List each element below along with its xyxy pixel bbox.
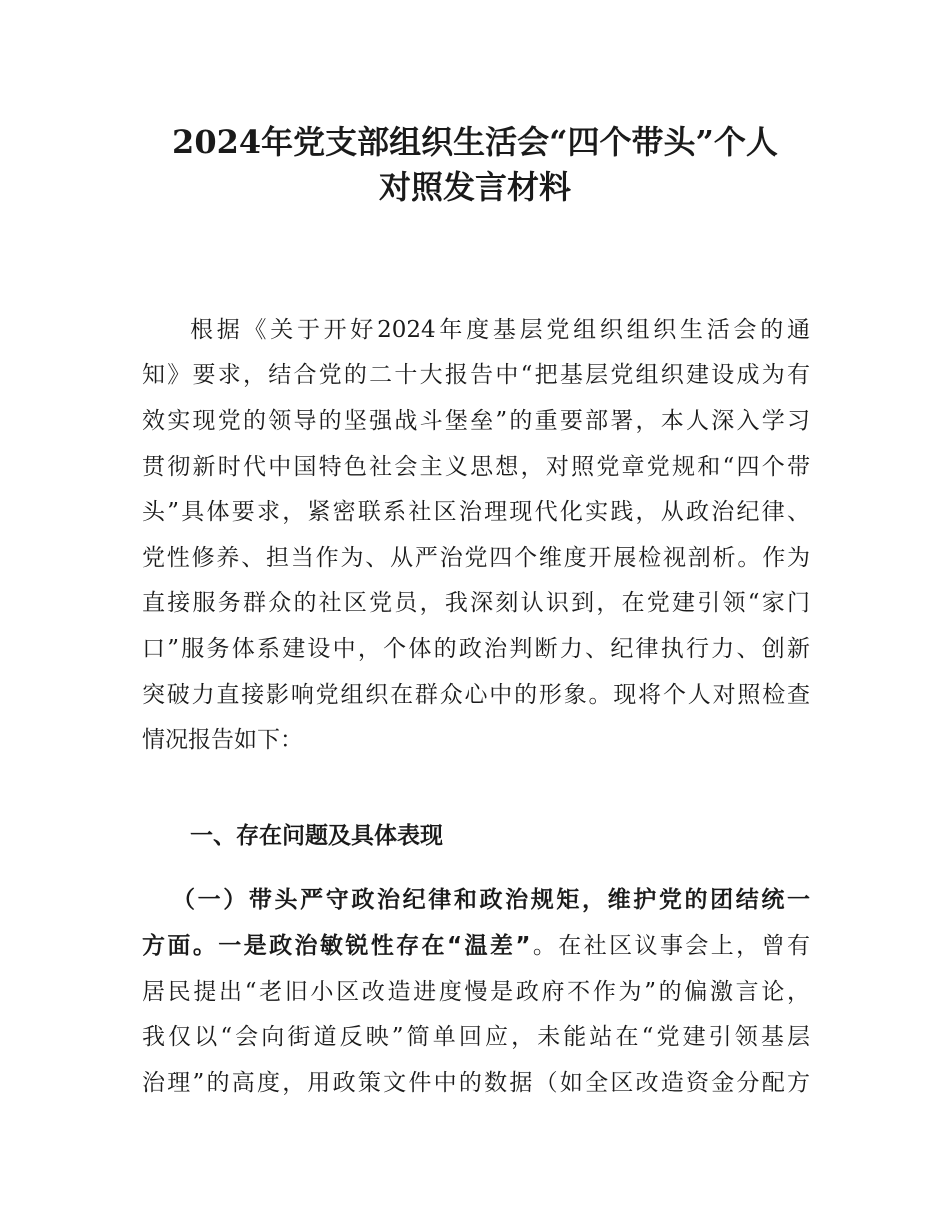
subsection-line-2 (142, 931, 810, 961)
subsection-line-3: 居民提出“老旧小区改造进度慢是政府不作为”的偏激言论， (142, 979, 810, 1005)
intro-line-9: 突破力直接影响党组织在群众心中的形象。现将个人对照检查 (142, 682, 810, 708)
subsection-line-2-rest: 。在社区议事会上，曾有 (530, 933, 811, 959)
intro-line-2: 知》要求，结合党的二十大报告中“把基层党组织建设成为有 (142, 362, 810, 388)
document-title-line-1: 2024年党支部组织生活会“四个带头”个人 (172, 123, 778, 161)
intro-line-1: 根据《关于开好2024年度基层党组织组织生活会的通 (190, 317, 810, 343)
subsection-bold-lead: 方面。一是政治敏锐性存在“温差” (142, 933, 531, 959)
intro-line-6: 党性修养、担当作为、从严治党四个维度开展检视剖析。作为 (142, 545, 810, 571)
intro-line-4: 贯彻新时代中国特色社会主义思想，对照党章党规和“四个带 (142, 454, 810, 480)
document-title-line-2: 对照发言材料 (378, 168, 571, 206)
subsection-line-4: 我仅以“会向街道反映”简单回应，未能站在“党建引领基层 (142, 1024, 810, 1050)
intro-line-8: 口”服务体系建设中，个体的政治判断力、纪律执行力、创新 (142, 636, 810, 662)
subsection-line-5: 治理”的高度，用政策文件中的数据（如全区改造资金分配方 (142, 1070, 810, 1096)
intro-line-3: 效实现党的领导的坚强战斗堡垒”的重要部署，本人深入学习 (142, 408, 810, 434)
intro-line-5: 头”具体要求，紧密联系社区治理现代化实践，从政治纪律、 (142, 499, 810, 525)
subsection-heading-line-1: （一）带头严守政治纪律和政治规矩，维护党的团结统一 (172, 887, 810, 913)
intro-line-7: 直接服务群众的社区党员，我深刻认识到，在党建引领“家门 (142, 590, 810, 616)
intro-line-10: 情况报告如下： (142, 727, 303, 753)
section-heading: 一、存在问题及具体表现 (190, 823, 443, 849)
